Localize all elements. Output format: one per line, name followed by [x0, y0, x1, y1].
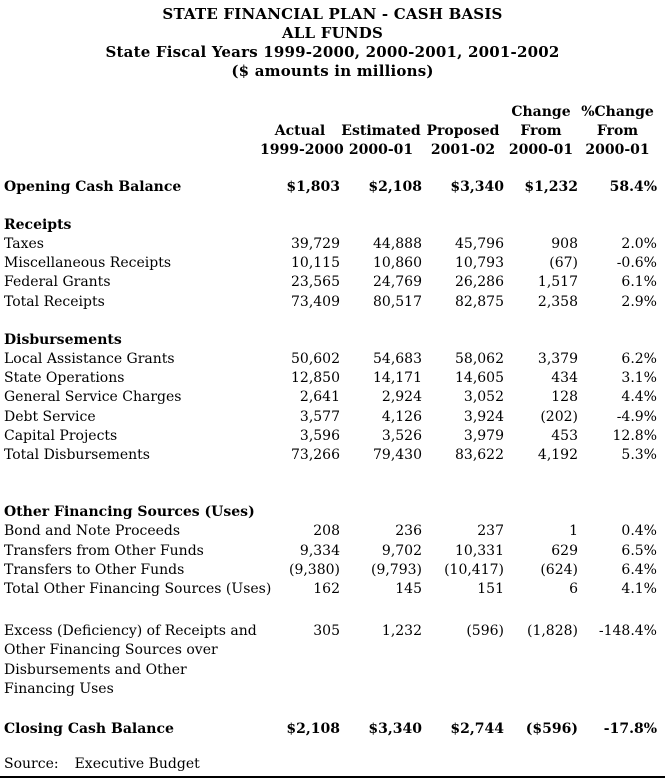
title-line-2: ALL FUNDS — [281, 24, 384, 42]
column-header-proposed-line2: Proposed — [426, 123, 500, 140]
spacer-cell — [4, 465, 657, 503]
cell-value: 39,729 — [291, 236, 340, 253]
table-row — [4, 408, 657, 427]
table-row — [4, 178, 657, 197]
cell-value: ($596) — [525, 721, 578, 738]
spacer-cell — [4, 599, 657, 622]
table-row — [4, 273, 657, 292]
cell-value — [340, 503, 422, 522]
cell-value: 83,622 — [455, 447, 504, 464]
cell-value: 4.4% — [621, 389, 657, 406]
cell-value: 6.2% — [621, 351, 657, 368]
cell-value: 82,875 — [455, 293, 504, 310]
column-header-estimated-line3: 2000-01 — [348, 142, 414, 159]
spacer-cell — [4, 197, 657, 216]
cell-value — [340, 216, 422, 235]
spacer-row — [4, 197, 657, 216]
row-label: Bond and Note Proceeds — [4, 523, 181, 540]
cell-value: $3,340 — [450, 178, 504, 195]
table-row — [4, 427, 657, 446]
cell-value: -17.8% — [603, 721, 657, 738]
cell-value — [260, 216, 340, 235]
cell-value: 1,232 — [381, 623, 422, 640]
row-label — [4, 622, 260, 699]
cell-value: 12.8% — [612, 427, 657, 444]
cell-value: 453 — [551, 427, 578, 444]
source-label: Source: — [4, 756, 59, 772]
cell-value: 236 — [395, 523, 422, 540]
document-title — [0, 0, 665, 81]
cell-value: 162 — [313, 581, 340, 598]
cell-value: 73,266 — [291, 447, 340, 464]
cell-value: -0.6% — [616, 255, 657, 272]
cell-value: 2,641 — [299, 389, 340, 406]
column-header-actual-line1 — [260, 103, 340, 122]
cell-value: 79,430 — [373, 447, 422, 464]
table-row — [4, 369, 657, 388]
row-label: Receipts — [4, 216, 72, 233]
cell-value: 1,517 — [537, 274, 578, 291]
cell-value — [422, 503, 504, 522]
spacer-cell — [4, 312, 657, 331]
cell-value: $1,803 — [286, 178, 340, 195]
row-label: Total Receipts — [4, 293, 105, 310]
cell-value: 6 — [569, 581, 578, 598]
row-label-line: Financing Uses — [4, 680, 114, 697]
cell-value: 3,596 — [299, 427, 340, 444]
row-label: Opening Cash Balance — [4, 178, 182, 195]
cell-value: 128 — [551, 389, 578, 406]
cell-value: 3,052 — [463, 389, 504, 406]
source-row — [4, 755, 200, 774]
header-row-3 — [4, 141, 657, 160]
row-label: Capital Projects — [4, 427, 118, 444]
cell-value: 10,860 — [373, 255, 422, 272]
cell-value: (596) — [466, 623, 504, 640]
spacer-row — [4, 312, 657, 331]
cell-value: 145 — [395, 581, 422, 598]
cell-value: 305 — [313, 623, 340, 640]
cell-value: 23,565 — [291, 274, 340, 291]
column-header-pctchange-line3: 2000-01 — [585, 142, 650, 159]
table-row — [4, 580, 657, 599]
cell-value: 434 — [551, 370, 578, 387]
cell-value: 3,577 — [299, 408, 340, 425]
row-label-line: Disbursements and Other — [4, 661, 187, 678]
cell-value: 44,888 — [373, 236, 422, 253]
header-row-2 — [4, 122, 657, 141]
table-row — [4, 388, 657, 407]
row-label-line: Other Financing Sources over — [4, 642, 218, 659]
row-label: Debt Service — [4, 408, 96, 425]
cell-value — [578, 331, 657, 350]
cell-value: (624) — [540, 561, 578, 578]
cell-value: 6.4% — [621, 561, 657, 578]
spacer-row — [4, 465, 657, 503]
cell-value: 4,192 — [537, 447, 578, 464]
cell-value: 1 — [569, 523, 578, 540]
cell-value — [504, 216, 578, 235]
cell-value: 14,171 — [373, 370, 422, 387]
cell-value: 2,358 — [537, 293, 578, 310]
cell-value: 629 — [551, 542, 578, 559]
row-label: Total Other Financing Sources (Uses) — [4, 581, 272, 598]
cell-value: 3,979 — [463, 427, 504, 444]
cell-value — [260, 503, 340, 522]
cell-value: 5.3% — [621, 447, 657, 464]
cell-value: 24,769 — [373, 274, 422, 291]
cell-value: 4,126 — [381, 408, 422, 425]
cell-value: 9,334 — [299, 542, 340, 559]
cell-value: (202) — [540, 408, 578, 425]
cell-value: 9,702 — [381, 542, 422, 559]
table-row — [4, 720, 657, 739]
column-header-actual-line3: 1999-2000 — [260, 142, 344, 159]
cell-value: 6.1% — [621, 274, 657, 291]
financial-table — [4, 103, 657, 739]
spacer-row — [4, 599, 657, 622]
cell-value: 6.5% — [621, 542, 657, 559]
cell-value: 2.0% — [621, 236, 657, 253]
cell-value: (1,828) — [526, 623, 578, 640]
row-label: Other Financing Sources (Uses) — [4, 504, 255, 521]
spacer-row — [4, 699, 657, 720]
row-label: Total Disbursements — [4, 447, 150, 464]
cell-value: 237 — [477, 523, 504, 540]
cell-value: 3.1% — [621, 370, 657, 387]
cell-value: 73,409 — [291, 293, 340, 310]
title-line-1: STATE FINANCIAL PLAN - CASH BASIS — [162, 5, 503, 23]
column-header-change-line2: From — [520, 123, 562, 140]
table-row — [4, 254, 657, 273]
source-value: Executive Budget — [74, 756, 200, 772]
cell-value: 45,796 — [455, 236, 504, 253]
table-row — [4, 542, 657, 561]
title-line-4: ($ amounts in millions) — [231, 62, 434, 80]
cell-value — [422, 331, 504, 350]
cell-value: 14,605 — [455, 370, 504, 387]
column-header-proposed-line1 — [422, 103, 504, 122]
cell-value — [504, 503, 578, 522]
cell-value: 10,331 — [455, 542, 504, 559]
cell-value — [340, 331, 422, 350]
table-row — [4, 350, 657, 369]
cell-value: 4.1% — [621, 581, 657, 598]
cell-value: 2.9% — [621, 293, 657, 310]
row-label: Local Assistance Grants — [4, 351, 175, 368]
row-label: Federal Grants — [4, 274, 111, 291]
cell-value: 0.4% — [621, 523, 657, 540]
cell-value: (9,793) — [370, 561, 422, 578]
column-header-change-line3: 2000-01 — [508, 142, 574, 159]
spacer-cell — [4, 699, 657, 720]
cell-value — [578, 503, 657, 522]
cell-value: 80,517 — [373, 293, 422, 310]
row-label: Closing Cash Balance — [4, 721, 174, 738]
row-label: Taxes — [4, 236, 44, 253]
table-row — [4, 622, 657, 699]
table-row — [4, 522, 657, 541]
row-label: Disbursements — [4, 331, 122, 348]
table-row — [4, 561, 657, 580]
table-row — [4, 235, 657, 254]
column-header-pctchange-line1: %Change — [581, 104, 654, 120]
title-line-3: State Fiscal Years 1999-2000, 2000-2001, 2001-2002 — [105, 43, 560, 61]
spacer-row — [4, 161, 657, 178]
section-header-row — [4, 216, 657, 235]
cell-value: 2,924 — [381, 389, 422, 406]
row-label: Miscellaneous Receipts — [4, 255, 172, 272]
column-header-proposed-line3: 2001-02 — [430, 142, 496, 159]
cell-value: 3,379 — [537, 351, 578, 368]
column-header-actual-line2: Actual — [274, 123, 326, 140]
cell-value — [422, 216, 504, 235]
cell-value: 151 — [477, 581, 504, 598]
cell-value: 58,062 — [455, 351, 504, 368]
table-header — [4, 103, 657, 161]
cell-value: 58.4% — [609, 178, 657, 195]
header-spacer-cell — [4, 103, 260, 122]
cell-value: $2,108 — [368, 178, 422, 195]
cell-value: 3,924 — [463, 408, 504, 425]
cell-value: (67) — [549, 255, 578, 272]
section-header-row — [4, 331, 657, 350]
row-label: Transfers to Other Funds — [4, 561, 185, 578]
cell-value: 10,115 — [291, 255, 340, 272]
header-spacer-cell — [4, 141, 260, 160]
cell-value: 50,602 — [291, 351, 340, 368]
cell-value: $3,340 — [368, 721, 422, 738]
header-row-1 — [4, 103, 657, 122]
cell-value — [504, 331, 578, 350]
row-label: State Operations — [4, 370, 125, 387]
cell-value — [260, 331, 340, 350]
cell-value: $1,232 — [524, 178, 578, 195]
header-spacer-cell — [4, 122, 260, 141]
cell-value: 10,793 — [455, 255, 504, 272]
cell-value: $2,744 — [450, 721, 504, 738]
cell-value: (9,380) — [288, 561, 340, 578]
spacer-cell — [4, 161, 657, 178]
table-row — [4, 293, 657, 312]
cell-value: 208 — [313, 523, 340, 540]
cell-value: (10,417) — [444, 561, 504, 578]
column-header-change-line1: Change — [511, 104, 571, 120]
column-header-pctchange-line2: From — [596, 123, 639, 140]
row-label-line: Excess (Deficiency) of Receipts and — [4, 623, 257, 640]
cell-value: 54,683 — [373, 351, 422, 368]
row-label: General Service Charges — [4, 389, 182, 406]
table-row — [4, 446, 657, 465]
cell-value: 12,850 — [291, 370, 340, 387]
row-label: Transfers from Other Funds — [4, 542, 204, 559]
cell-value: -148.4% — [598, 623, 657, 640]
column-header-estimated-line2: Estimated — [341, 123, 421, 140]
cell-value — [578, 216, 657, 235]
cell-value: 908 — [551, 236, 578, 253]
bottom-rule — [0, 776, 665, 778]
cell-value: 26,286 — [455, 274, 504, 291]
section-header-row — [4, 503, 657, 522]
table-body — [4, 161, 657, 740]
cell-value: -4.9% — [616, 408, 657, 425]
cell-value: $2,108 — [286, 721, 340, 738]
cell-value: 3,526 — [381, 427, 422, 444]
column-header-estimated-line1 — [340, 103, 422, 122]
